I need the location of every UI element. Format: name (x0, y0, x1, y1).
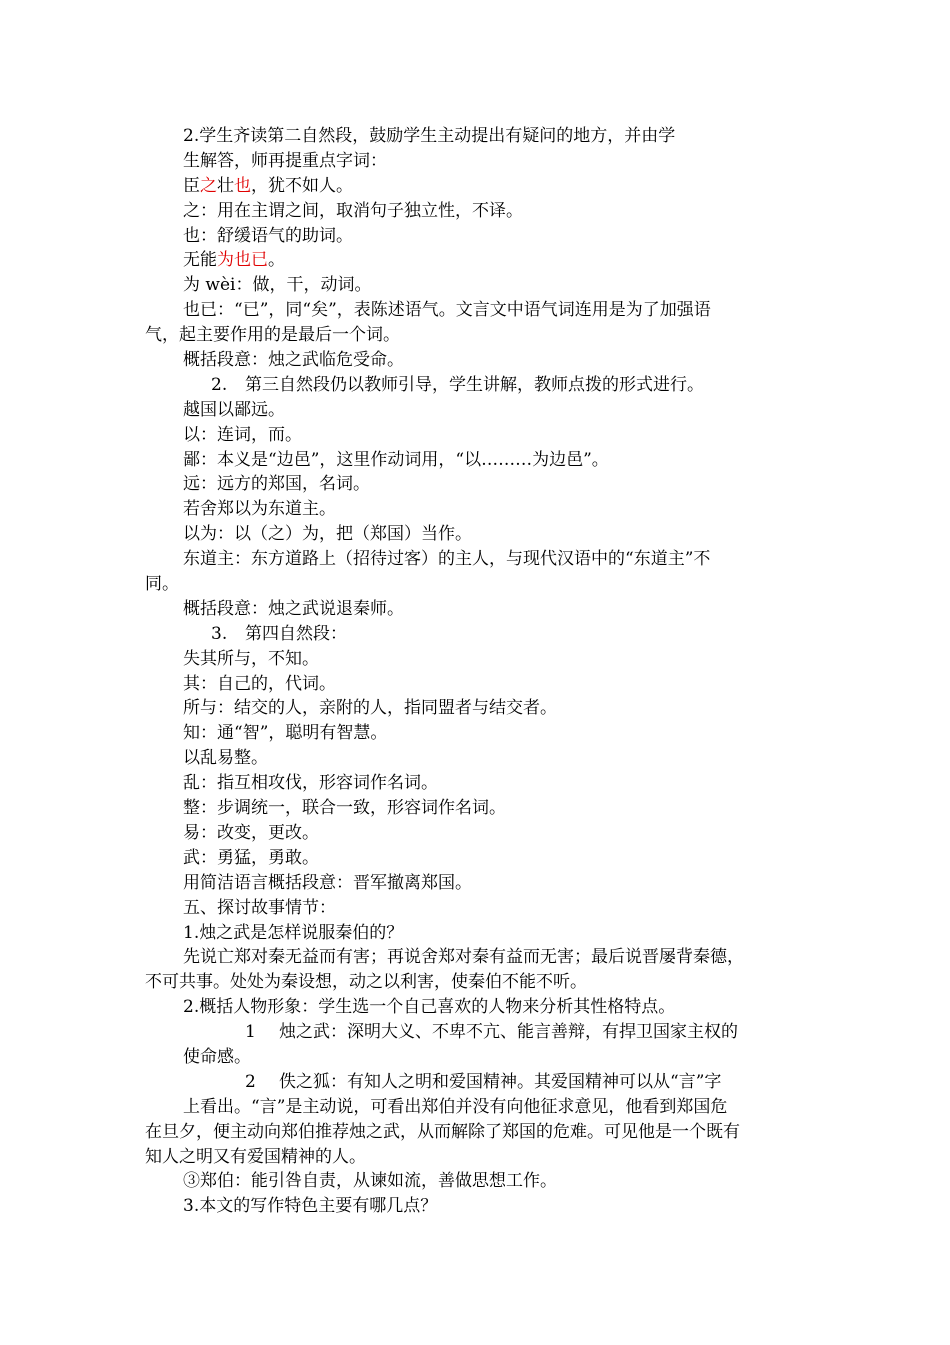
text-segment: 第四自然段： (245, 623, 347, 644)
numbered-line (145, 622, 815, 647)
text-line: 所与：结交的人，亲附的人，指同盟者与结交者。 (183, 698, 557, 719)
text-segment: ，犹不如人。 (251, 175, 353, 196)
text-segment: 。 (268, 250, 285, 271)
text-segment: 烛之武：深明大义、不卑不亢、能言善辩，有捍卫国家主权的 (279, 1022, 738, 1043)
text-segment: 臣 (183, 175, 200, 196)
text-line: 知：通“智”，聪明有智慧。 (183, 723, 388, 744)
text-line: 知人之明又有爱国精神的人。 (145, 1146, 366, 1167)
text-line: 2.学生齐读第二自然段，鼓励学生主动提出有疑问的地方，并由学 (183, 126, 676, 146)
text-line: 为 wèi：做，干，动词。 (183, 275, 372, 296)
text-line: 气，起主要作用的是最后一个词。 (145, 325, 400, 346)
question-line: 3.本文的写作特色主要有哪几点？ (183, 1196, 438, 1217)
question-line: 2.概括人物形象：学生选一个自己喜欢的人物来分析其性格特点。 (183, 997, 676, 1018)
text-line: 若舍郑以为东道主。 (183, 499, 336, 520)
text-segment: 无能 (183, 250, 217, 271)
highlighted-word: 为也已 (217, 250, 268, 271)
text-line: 失其所与，不知。 (183, 648, 319, 669)
text-line: 远：远方的郑国，名词。 (183, 474, 370, 495)
example-sentence (145, 248, 815, 273)
text-segment: 第三自然段仍以教师引导，学生讲解，教师点拨的形式进行。 (245, 374, 704, 395)
text-line: 用简洁语言概括段意：晋军撤离郑国。 (183, 872, 472, 893)
item-number: 2. (211, 374, 228, 395)
text-line: 之：用在主谓之间，取消句子独立性，不译。 (183, 200, 523, 221)
text-line: 使命感。 (183, 1046, 251, 1067)
question-line: 1.烛之武是怎样说服秦伯的？ (183, 922, 404, 943)
text-line: 鄙：本义是“边邑”，这里作动词用，“以………为边邑”。 (183, 449, 609, 470)
text-line: 以：连词，而。 (183, 424, 302, 445)
text-line: 武：勇猛，勇敢。 (183, 847, 319, 868)
highlighted-word: 也 (234, 175, 251, 196)
text-segment: 壮 (217, 175, 234, 196)
text-line: 越国以鄙远。 (183, 399, 285, 420)
text-line: 在旦夕，便主动向郑伯推荐烛之武，从而解除了郑国的危难。可见他是一个既有 (145, 1121, 740, 1142)
text-line: ③郑伯：能引咎自责，从谏如流，善做思想工作。 (183, 1171, 557, 1192)
text-line: 乱：指互相攻伐，形容词作名词。 (183, 773, 438, 794)
numbered-line (145, 1020, 815, 1045)
text-line: 以乱易整。 (183, 748, 268, 769)
text-line: 不可共事。处处为秦设想，动之以利害，使秦伯不能不听。 (145, 972, 587, 993)
text-line: 也已：“已”，同“矣”，表陈述语气。文言文中语气词连用是为了加强语 (183, 300, 711, 321)
text-line: 概括段意：烛之武说退秦师。 (183, 598, 404, 619)
item-number: 1 (245, 1022, 256, 1043)
numbered-line (145, 1070, 815, 1095)
text-line: 生解答，师再提重点字词： (183, 150, 387, 171)
numbered-line (145, 373, 815, 398)
text-line: 东道主：东方道路上（招待过客）的主人，与现代汉语中的“东道主”不 (183, 549, 711, 570)
text-line: 整：步调统一，联合一致，形容词作名词。 (183, 798, 506, 819)
text-line: 也：舒缓语气的助词。 (183, 225, 353, 246)
text-line: 先说亡郑对秦无益而有害；再说舍郑对秦有益而无害；最后说晋屡背秦德， (183, 947, 744, 968)
text-segment: 佚之狐：有知人之明和爱国精神。其爱国精神可以从“言”字 (279, 1071, 722, 1092)
text-line: 概括段意：烛之武临危受命。 (183, 350, 404, 371)
text-line: 上看出。“言”是主动说，可看出郑伯并没有向他征求意见，他看到郑国危 (183, 1096, 728, 1117)
example-sentence (145, 174, 815, 199)
item-number: 2 (245, 1071, 256, 1092)
text-line: 同。 (145, 574, 179, 595)
text-line: 易：改变，更改。 (183, 822, 319, 843)
highlighted-word: 之 (200, 175, 217, 196)
text-line: 其：自己的，代词。 (183, 673, 336, 694)
section-heading: 五、探讨故事情节： (183, 897, 336, 918)
item-number: 3. (211, 623, 228, 644)
text-line: 以为：以（之）为，把（郑国）当作。 (183, 524, 472, 545)
document-body (145, 124, 815, 1219)
